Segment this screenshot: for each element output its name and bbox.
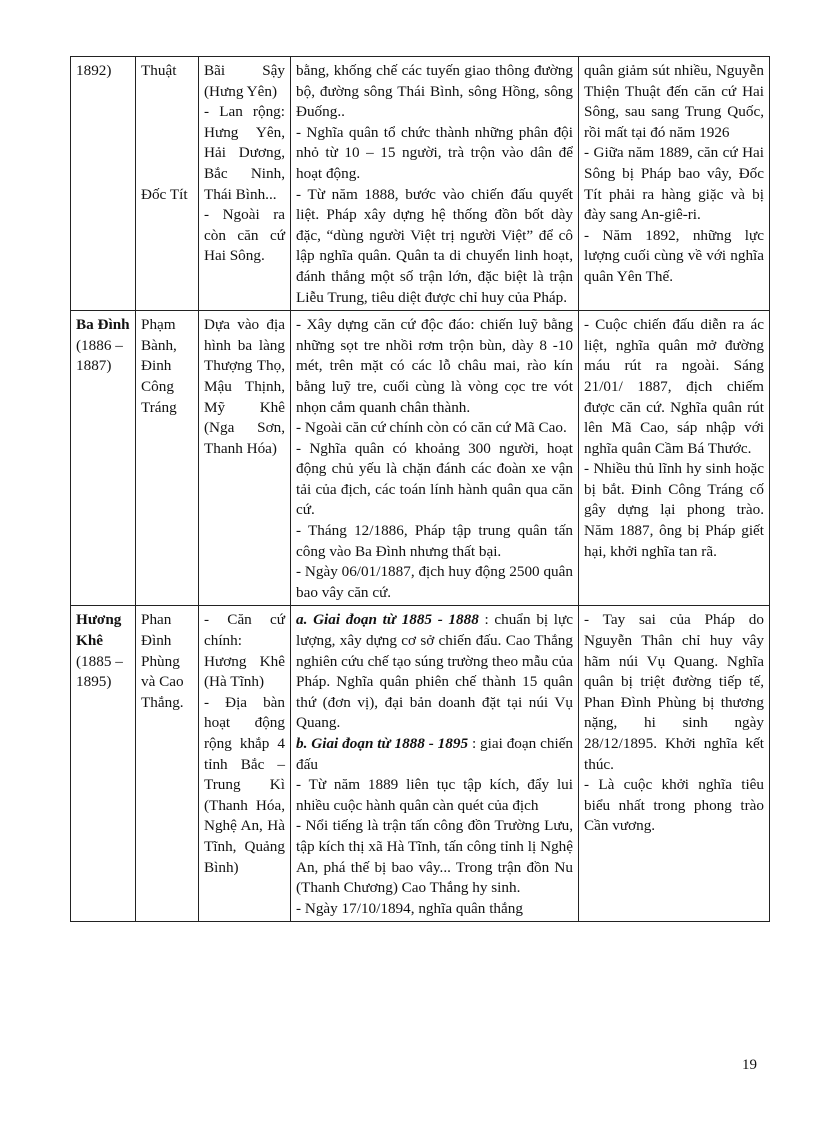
base-cell <box>199 606 291 922</box>
activity-cell <box>291 311 579 606</box>
activity-text: - Từ năm 1889 liên tục tập kích, đẩy lui nhiều cuộc hành quân càn quét của địch <box>296 776 573 814</box>
result-cell <box>579 57 770 311</box>
uprising-period: (1885 – 1895) <box>76 652 123 691</box>
uprising-period: 1892) <box>76 62 112 79</box>
base-cell <box>199 57 291 311</box>
page-number: 19 <box>742 1057 757 1073</box>
stage-two-title: b. Giai đoạn từ 1888 - 1895 <box>296 735 469 752</box>
result-text: - Nhiều thủ lĩnh hy sinh hoặc bị bắt. Đinh Công Tráng cố gây dựng lại phong trào. Năm 1887, ông bị Pháp giết hại, khởi nghĩa tan rã. <box>584 460 764 560</box>
table-row-bai-say <box>71 57 770 311</box>
uprising-name-cell <box>71 606 136 922</box>
stage-one-text: : chuẩn bị lực lượng, xây dựng cơ sở chiến đấu. Cao Thắng nghiên cứu chế tạo súng trường theo mẫu của Pháp. Nghĩa quân phiên chế thành 15 quân thứ (đơn vị), đại bản doanh đặt tại núi Vụ Quang. <box>296 611 573 732</box>
base-text: Dựa vào địa hình ba làng Thượng Thọ, Mậu Thịnh, Mỹ Khê (Nga Sơn, Thanh Hóa) <box>204 316 285 457</box>
uprising-period: (1886 – 1887) <box>76 336 123 375</box>
uprising-name-cell <box>71 311 136 606</box>
result-text: - Cuộc chiến đấu diễn ra ác liệt, nghĩa quân mở đường máu rút ra ngoài. Sáng 21/01/ 1887, địch chiếm được căn cứ. Nghĩa quân rút lên Mã Cao, sáp nhập với nghĩa quân Cầm Bá Thước. <box>584 316 764 457</box>
base-text: Bãi Sậy (Hưng Yên) <box>204 62 285 100</box>
result-text: quân giảm sút nhiều, Nguyễn Thiện Thuật đến căn cứ Hai Sông, sau sang Trung Quốc, rồi mất tại đó năm 1926 <box>584 62 764 141</box>
table-row-ba-dinh <box>71 311 770 606</box>
activity-cell <box>291 606 579 922</box>
leader: Thuật <box>141 62 177 79</box>
activity-text: - Xây dựng căn cứ độc đáo: chiến luỹ bằng những sọt tre nhồi rơm trộn bùn, dày 8 -10 mét, trên mặt có các lỗ châu mai, rào kín bằng luỹ tre, cuối cùng là vòng cọc tre vót nhọn cắm quanh chân thành. <box>296 316 573 416</box>
base-text: - Căn cứ chính: Hương Khê (Hà Tĩnh) <box>204 611 285 691</box>
activity-text: - Từ năm 1888, bước vào chiến đấu quyết liệt. Pháp xây dựng hệ thống đồn bốt dày đặc, “dùng người Việt trị người Việt” để cô lập nghĩa quân. Quân ta di chuyển linh hoạt, đánh thắng một số trận lớn, đặc biệt là trận Liễu Trung, tiêu diệt được chỉ huy của Pháp. <box>296 185 573 306</box>
leader: Phạm Bành, Đinh Công Tráng <box>141 316 177 416</box>
stage-one-paragraph <box>296 610 573 734</box>
table-row-huong-khe <box>71 606 770 922</box>
leaders-cell <box>136 311 199 606</box>
activity-text: - Nổi tiếng là trận tấn công đồn Trường Lưu, tập kích thị xã Hà Tĩnh, tấn công tỉnh lị Nghệ An, phá thế bị bao vây... Trong trận đồn Nu (Thanh Chương) Cao Thắng hy sinh. <box>296 817 573 897</box>
stage-two-paragraph <box>296 734 573 775</box>
base-cell <box>199 311 291 606</box>
activity-text: bằng, khống chế các tuyến giao thông đường bộ, đường sông Thái Bình, sông Hồng, sông Đuống.. <box>296 62 573 121</box>
result-text: - Tay sai của Pháp do Nguyễn Thân chỉ huy vây hãm núi Vụ Quang. Nghĩa quân bị triệt đường tiếp tế, Phan Đình Phùng bị thương nặng, hi sinh ngày 28/12/1895. Khởi nghĩa kết thúc. <box>584 611 764 773</box>
base-text: - Địa bàn hoạt động rộng khắp 4 tỉnh Bắc – Trung Kì (Thanh Hóa, Nghệ An, Hà Tĩnh, Quảng Bình) <box>204 693 285 876</box>
uprising-name: Ba Đình <box>76 316 130 334</box>
result-cell <box>579 606 770 922</box>
result-cell <box>579 311 770 606</box>
result-text: - Năm 1892, những lực lượng cuối cùng về với nghĩa quân Yên Thế. <box>584 226 764 285</box>
activity-text: - Nghĩa quân có khoảng 300 người, hoạt động chủ yếu là chặn đánh các đoàn xe vận tải của địch, các toán lính hành quân qua căn cứ. <box>296 439 573 519</box>
result-text: - Giữa năm 1889, căn cứ Hai Sông bị Pháp bao vây, Đốc Tít phải ra hàng giặc và bị đày sang An-giê-ri. <box>584 144 764 224</box>
uprising-name: Hương Khê <box>76 611 122 650</box>
leader: Đốc Tít <box>141 185 188 203</box>
base-text: - Ngoài ra còn căn cứ Hai Sông. <box>204 206 285 265</box>
activity-cell <box>291 57 579 311</box>
result-text: - Là cuộc khởi nghĩa tiêu biểu nhất trong phong trào Cần vương. <box>584 776 764 835</box>
leaders-cell <box>136 606 199 922</box>
uprising-name-cell <box>71 57 136 311</box>
activity-text: - Ngày 17/10/1894, nghĩa quân thắng <box>296 899 523 917</box>
activity-text: - Tháng 12/1886, Pháp tập trung quân tấn công vào Ba Đình nhưng thất bại. <box>296 522 573 560</box>
base-text: - Lan rộng: Hưng Yên, Hải Dương, Bắc Ninh, Thái Bình... <box>204 103 285 203</box>
stage-one-title: a. Giai đoạn từ 1885 - 1888 <box>296 611 479 629</box>
activity-text: - Ngày 06/01/1887, địch huy động 2500 quân bao vây căn cứ. <box>296 563 573 601</box>
leader: Phan Đình Phùng và Cao Thắng. <box>141 611 184 711</box>
leaders-cell <box>136 57 199 311</box>
stage-two-text: : giai đoạn chiến đấu <box>296 735 574 773</box>
activity-text: - Nghĩa quân tổ chức thành những phân đội nhỏ từ 10 – 15 người, trà trộn vào dân để hoạt động. <box>296 123 573 182</box>
activity-text: - Ngoài căn cứ chính còn có căn cứ Mã Cao. <box>296 419 567 437</box>
uprisings-table <box>70 56 770 922</box>
